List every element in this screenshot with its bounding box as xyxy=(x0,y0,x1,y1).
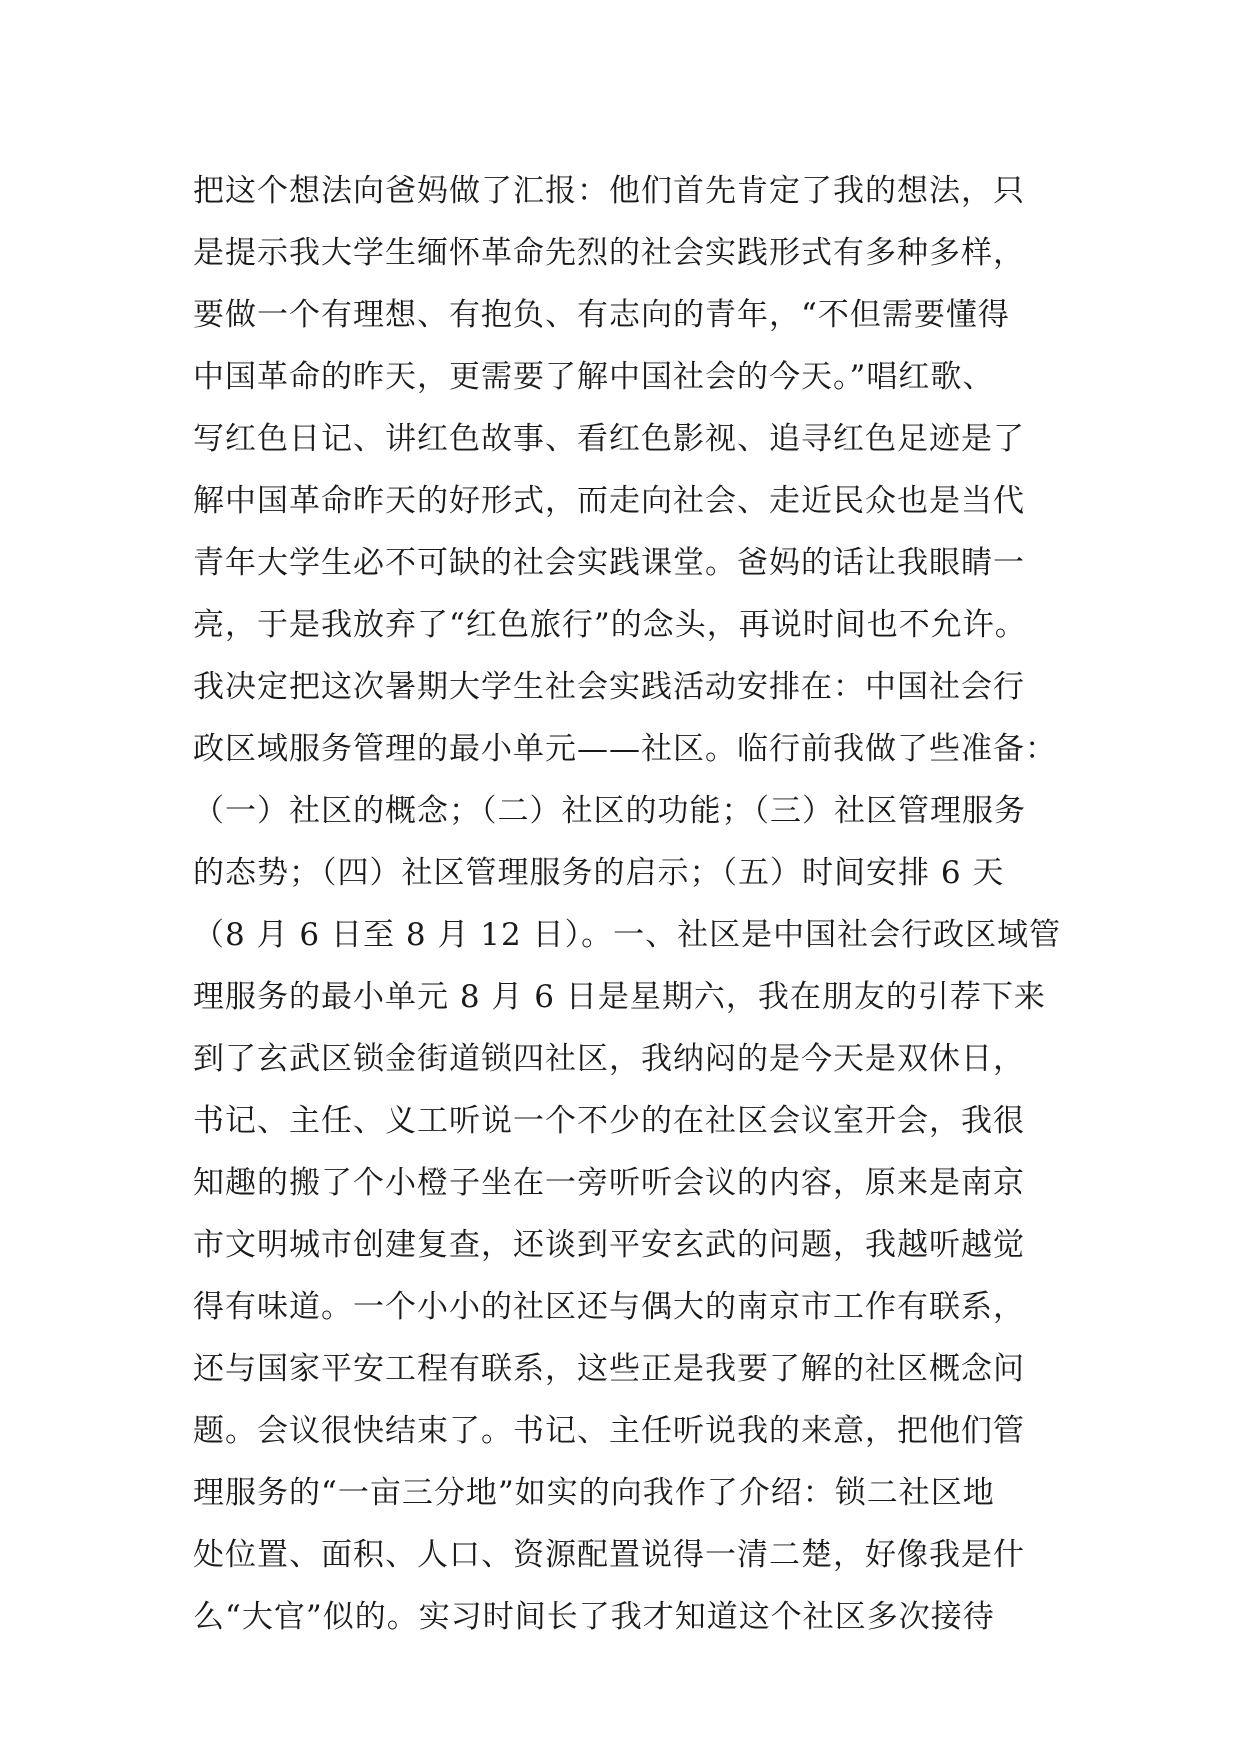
text-line: 的态势；（四）社区管理服务的启示；（五）时间安排 6 天 xyxy=(193,855,1005,891)
text-line: 亮，于是我放弃了“红色旅行”的念头，再说时间也不允许。 xyxy=(193,607,1027,643)
body-text xyxy=(193,160,1073,1648)
text-line: 我决定把这次暑期大学生社会实践活动安排在：中国社会行 xyxy=(193,669,1025,705)
text-line: （8 月 6 日至 8 月 12 日）。一、社区是中国社会行政区域管 xyxy=(193,917,1062,953)
text-line: 得有味道。一个小小的社区还与偶大的南京市工作有联系， xyxy=(193,1289,1025,1325)
text-line: （一）社区的概念；（二）社区的功能；（三）社区管理服务 xyxy=(193,793,1026,829)
text-line: 到了玄武区锁金街道锁四社区，我纳闷的是今天是双休日， xyxy=(193,1041,1025,1077)
text-line: 解中国革命昨天的好形式，而走向社会、走近民众也是当代 xyxy=(193,483,1025,519)
text-line: 题。会议很快结束了。书记、主任听说我的来意，把他们管 xyxy=(193,1413,1025,1449)
text-line: 青年大学生必不可缺的社会实践课堂。爸妈的话让我眼睛一 xyxy=(193,545,1025,581)
text-line: 政区域服务管理的最小单元——社区。临行前我做了些准备： xyxy=(193,731,1057,767)
text-line: 中国革命的昨天，更需要了解中国社会的今天。”唱红歌、 xyxy=(193,359,995,395)
text-line: 还与国家平安工程有联系，这些正是我要了解的社区概念问 xyxy=(193,1351,1025,1387)
text-line: 市文明城市创建复查，还谈到平安玄武的问题，我越听越觉 xyxy=(193,1227,1025,1263)
text-line: 书记、主任、义工听说一个不少的在社区会议室开会，我很 xyxy=(193,1103,1025,1139)
text-line: 理服务的“一亩三分地”如实的向我作了介绍：锁二社区地 xyxy=(193,1475,995,1511)
text-line: 写红色日记、讲红色故事、看红色影视、追寻红色足迹是了 xyxy=(193,421,1025,457)
text-line: 把这个想法向爸妈做了汇报：他们首先肯定了我的想法，只 xyxy=(193,173,1025,209)
text-line: 知趣的搬了个小橙子坐在一旁听听会议的内容，原来是南京 xyxy=(193,1165,1025,1201)
text-line: 么“大官”似的。实习时间长了我才知道这个社区多次接待 xyxy=(193,1599,995,1635)
text-line: 处位置、面积、人口、资源配置说得一清二楚，好像我是什 xyxy=(193,1537,1025,1573)
text-line: 理服务的最小单元 8 月 6 日是星期六，我在朋友的引荐下来 xyxy=(193,979,1046,1015)
text-line: 是提示我大学生缅怀革命先烈的社会实践形式有多种多样， xyxy=(193,235,1025,271)
text-line: 要做一个有理想、有抱负、有志向的青年，“不但需要懂得 xyxy=(193,297,1010,333)
